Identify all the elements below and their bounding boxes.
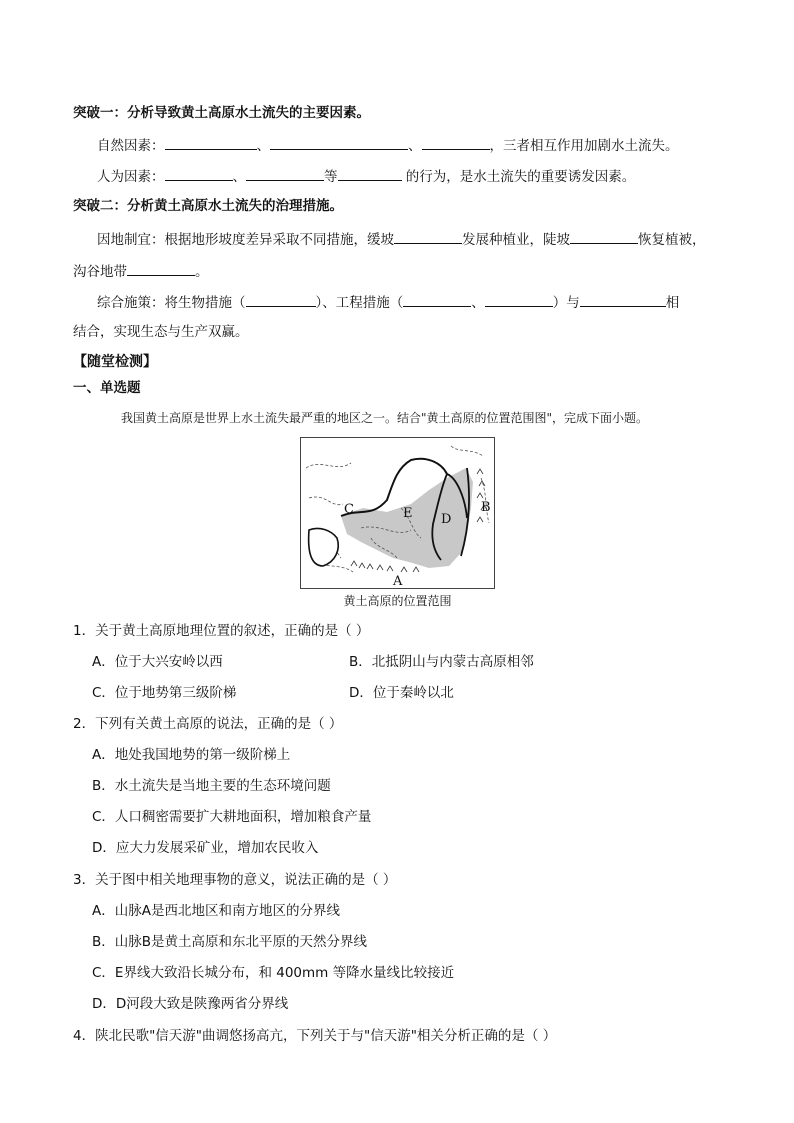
q1-option-d[interactable]: D．位于秦岭以北 bbox=[349, 685, 454, 701]
q2-option-b[interactable]: B．水土流失是当地主要的生态环境问题 bbox=[92, 778, 331, 794]
blank-gully[interactable] bbox=[127, 261, 195, 276]
blank-human-3[interactable] bbox=[338, 166, 402, 181]
blank-human-2[interactable] bbox=[246, 166, 324, 181]
map-label-d: D bbox=[441, 512, 452, 527]
human-mid: 等 bbox=[324, 169, 338, 185]
separator: 、 bbox=[408, 138, 422, 154]
question-4-stem: 4．陕北民歌"信天游"曲调悠扬高亢，下列关于与"信天游"相关分析正确的是（ ） bbox=[73, 1028, 557, 1044]
comprehensive-line-1 bbox=[97, 292, 679, 312]
comprehensive-line-2: 结合，实现生态与生产双赢。 bbox=[73, 324, 249, 340]
adapt-line-2 bbox=[73, 261, 209, 281]
section-title: 【随堂检测】 bbox=[73, 354, 157, 370]
blank-natural-3[interactable] bbox=[422, 135, 490, 150]
q2-option-c[interactable]: C．人口稠密需要扩大耕地面积，增加粮食产量 bbox=[92, 809, 372, 825]
adapt-line-1 bbox=[97, 229, 706, 249]
adapt-text-c: 恢复植被， bbox=[638, 232, 706, 248]
blank-natural-2[interactable] bbox=[270, 135, 408, 150]
map-label-b: B bbox=[481, 500, 491, 515]
section-intro: 我国黄土高原是世界上水土流失最严重的地区之一。结合"黄土高原的位置范围图"，完成下面小题。 bbox=[121, 411, 649, 425]
question-2-stem: 2．下列有关黄土高原的说法，正确的是（ ） bbox=[73, 716, 343, 732]
adapt-text-a: 因地制宜：根据地形坡度差异采取不同措施，缓坡 bbox=[97, 232, 394, 248]
blank-bio[interactable] bbox=[246, 292, 316, 307]
adapt-text-b: 发展种植业，陡坡 bbox=[462, 232, 570, 248]
natural-factors-line bbox=[97, 135, 679, 155]
question-3-stem: 3．关于图中相关地理事物的意义，说法正确的是（ ） bbox=[73, 872, 397, 888]
loess-plateau-map bbox=[300, 437, 495, 589]
comp-text-d: ）与 bbox=[552, 295, 580, 311]
separator: 、 bbox=[232, 169, 246, 185]
q3-option-c[interactable]: C．E界线大致沿长城分布，和 400mm 等降水量线比较接近 bbox=[92, 965, 455, 981]
natural-tail: ，三者相互作用加剧水土流失。 bbox=[489, 138, 679, 154]
map-drawing bbox=[301, 438, 494, 588]
blank-eng-1[interactable] bbox=[403, 292, 471, 307]
question-1-stem: 1．关于黄土高原地理位置的叙述，正确的是（ ） bbox=[73, 623, 370, 639]
human-factors-line bbox=[97, 166, 635, 186]
blank-steep-slope[interactable] bbox=[570, 229, 638, 244]
adapt-text-e: 。 bbox=[195, 264, 209, 280]
natural-label: 自然因素： bbox=[97, 138, 165, 154]
q2-option-d[interactable]: D．应大力发展采矿业，增加农民收入 bbox=[92, 840, 319, 856]
blank-eng-2[interactable] bbox=[485, 292, 553, 307]
blank-combine[interactable] bbox=[580, 292, 666, 307]
adapt-text-d: 沟谷地带 bbox=[73, 264, 127, 280]
map-caption: 黄土高原的位置范围 bbox=[343, 594, 452, 608]
q2-option-a[interactable]: A．地处我国地势的第一级阶梯上 bbox=[92, 747, 291, 763]
comp-text-c: 、 bbox=[471, 295, 485, 311]
breakthrough2-title: 突破二：分析黄土高原水土流失的治理措施。 bbox=[73, 198, 343, 214]
map-label-a: A bbox=[393, 574, 403, 589]
q1-option-b[interactable]: B．北抵阴山与内蒙古高原相邻 bbox=[349, 654, 534, 670]
comp-text-e: 相 bbox=[665, 295, 680, 311]
map-label-e: E bbox=[403, 506, 413, 521]
blank-gentle-slope[interactable] bbox=[394, 229, 462, 244]
q1-option-c[interactable]: C．位于地势第三级阶梯 bbox=[92, 685, 237, 701]
breakthrough1-title: 突破一：分析导致黄土高原水土流失的主要因素。 bbox=[73, 105, 370, 121]
human-label: 人为因素： bbox=[97, 169, 165, 185]
blank-human-1[interactable] bbox=[165, 166, 233, 181]
separator: 、 bbox=[256, 138, 270, 154]
q3-option-d[interactable]: D．D河段大致是陕豫两省分界线 bbox=[92, 996, 289, 1012]
map-label-c: C bbox=[344, 502, 354, 517]
q3-option-b[interactable]: B．山脉B是黄土高原和东北平原的天然分界线 bbox=[92, 934, 368, 950]
section-subtitle: 一、单选题 bbox=[73, 380, 141, 396]
comp-text-b: ）、工程措施（ bbox=[315, 295, 404, 311]
q1-option-a[interactable]: A．位于大兴安岭以西 bbox=[92, 654, 223, 670]
q3-option-a[interactable]: A．山脉A是西北地区和南方地区的分界线 bbox=[92, 903, 340, 919]
comp-text-a: 综合施策：将生物措施（ bbox=[97, 295, 246, 311]
blank-natural-1[interactable] bbox=[165, 135, 257, 150]
human-tail: 的行为，是水土流失的重要诱发因素。 bbox=[401, 169, 636, 185]
